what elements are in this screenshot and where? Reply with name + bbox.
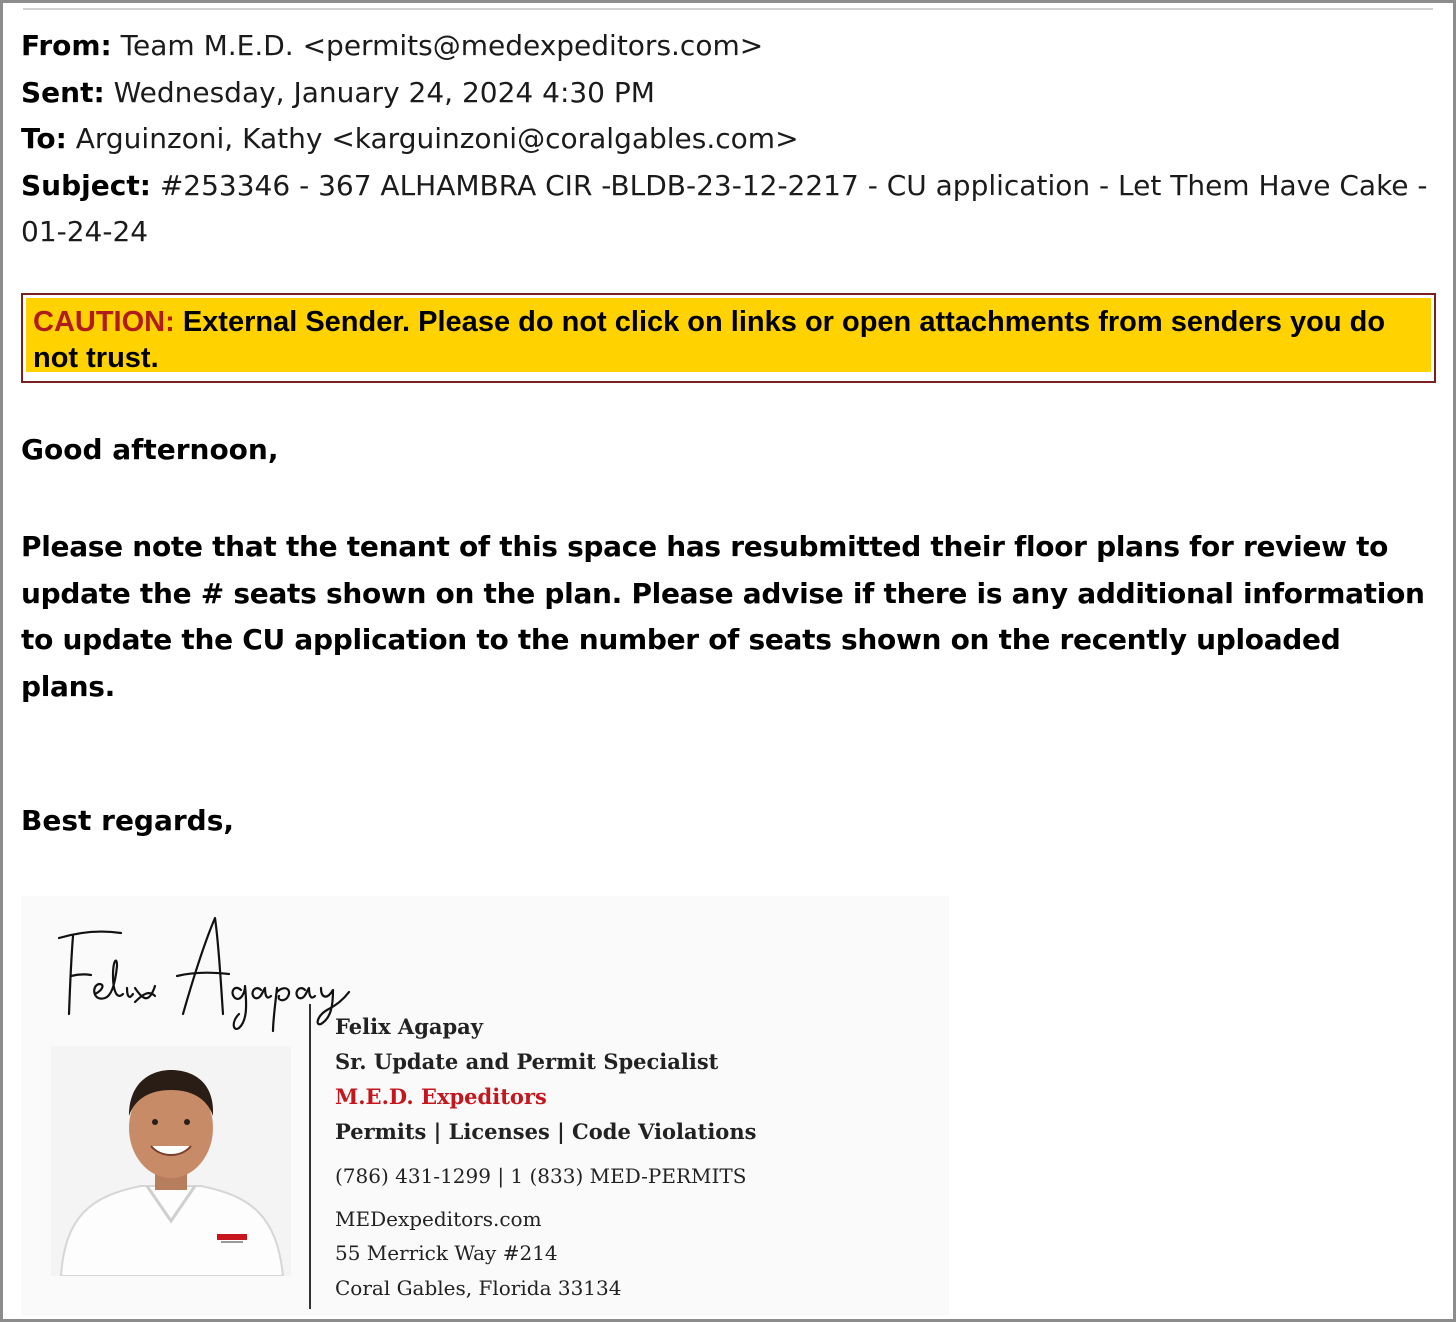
- from-value[interactable]: Team M.E.D. <permits@medexpeditors.com>: [120, 29, 764, 62]
- from-row: [21, 23, 1431, 70]
- signature-city: Coral Gables, Florida 33134: [335, 1276, 622, 1300]
- caution-label: CAUTION:: [33, 306, 175, 338]
- closing: Best regards,: [21, 804, 235, 837]
- caution-box: [26, 298, 1431, 372]
- signature-address: 55 Merrick Way #214: [335, 1241, 558, 1265]
- caution-banner: [21, 293, 1436, 383]
- signature-phone[interactable]: (786) 431-1299 | 1 (833) MED-PERMITS: [335, 1164, 747, 1188]
- greeting: Good afternoon,: [21, 433, 279, 466]
- signature-divider: [309, 1004, 311, 1309]
- signature-services: Permits | Licenses | Code Violations: [335, 1119, 757, 1144]
- sent-value: Wednesday, January 24, 2024 4:30 PM: [113, 75, 655, 109]
- signature-company: M.E.D. Expeditors: [335, 1084, 547, 1109]
- subject-row: [21, 163, 1431, 256]
- handwritten-signature: [51, 906, 351, 1036]
- profile-photo: [51, 1046, 291, 1276]
- message-paragraph: Please note that the tenant of this space has resubmitted their floor plans for review to update the # seats shown on the plan. Please advise if there is any additional information to update the CU application to the number of seats shown on the recently uploaded plans.: [21, 530, 1425, 703]
- to-row: [21, 116, 1431, 163]
- to-value[interactable]: Arguinzoni, Kathy <karguinzoni@coralgables.com>: [75, 122, 799, 155]
- subject-label: Subject:: [21, 168, 151, 202]
- from-label: From:: [21, 29, 112, 62]
- to-label: To:: [21, 122, 67, 155]
- subject-value: #253346 - 367 ALHAMBRA CIR -BLDB-23-12-2217 - CU application - Let Them Have Cake - 01-24-24: [21, 168, 1428, 248]
- signature-title: Sr. Update and Permit Specialist: [335, 1049, 719, 1074]
- signature-website-link[interactable]: MEDexpeditors.com: [335, 1207, 542, 1231]
- person-photo-icon: [51, 1046, 291, 1276]
- email-signature: [21, 896, 949, 1316]
- sent-label: Sent:: [21, 75, 105, 109]
- caution-message: External Sender. Please do not click on links or open attachments from senders you do not trust.: [33, 306, 1386, 374]
- top-divider: [23, 8, 1433, 10]
- sent-row: [21, 70, 1431, 117]
- email-header: [21, 23, 1431, 256]
- signature-name: Felix Agapay: [335, 1014, 483, 1039]
